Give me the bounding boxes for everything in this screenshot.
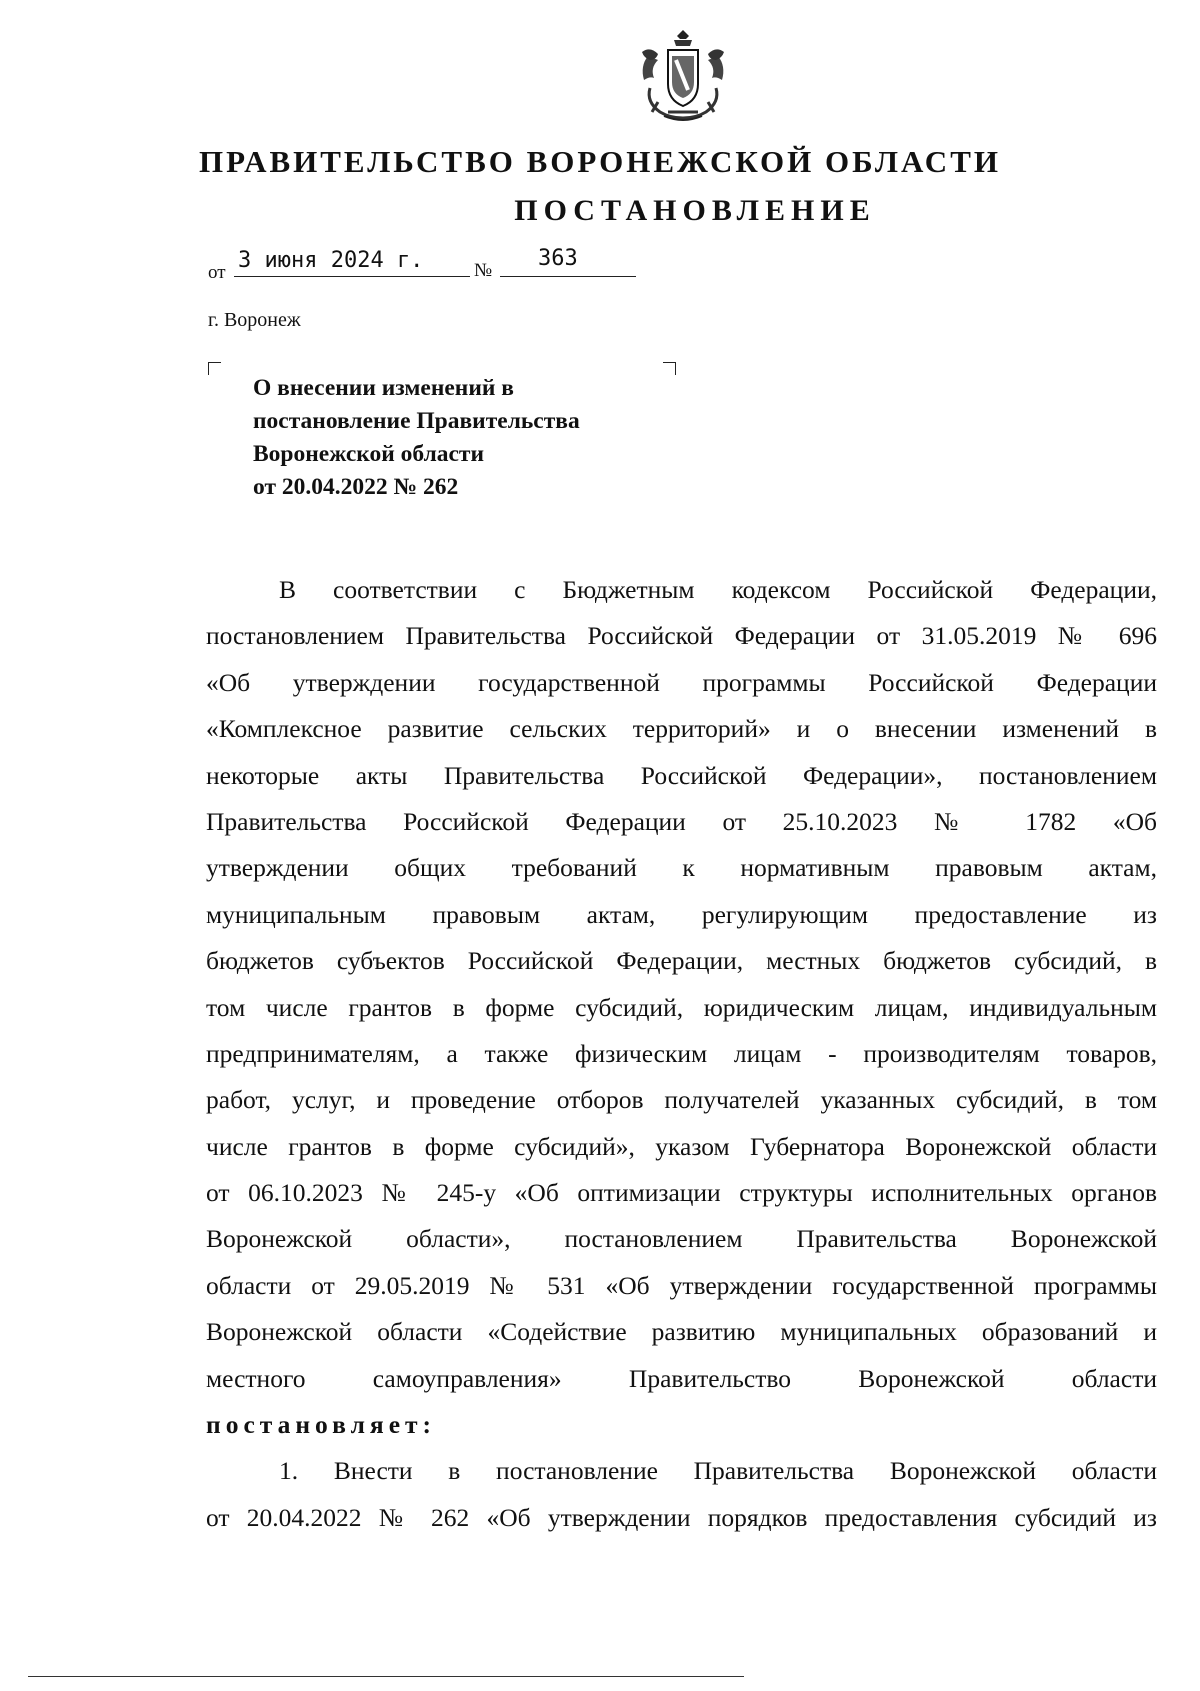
body-line: Воронежской области «Содействие развитию муниципальных образований и	[206, 1317, 1157, 1347]
subject-line: постановление Правительства	[253, 408, 580, 434]
subject-line: О внесении изменений в	[253, 375, 514, 401]
body-line: «Об утверждении государственной программы Российской Федерации	[206, 667, 1157, 697]
decree-word: постановляет:	[206, 1410, 437, 1440]
item-line: 1. Внести в постановление Правительства Воронежской области	[279, 1456, 1157, 1486]
body-line: числе грантов в форме субсидий», указом Губернатора Воронежской области	[206, 1131, 1157, 1161]
date-number-row	[208, 246, 678, 292]
date-label: от	[208, 262, 226, 283]
city-label: г. Воронеж	[208, 309, 301, 331]
body-line: «Комплексное развитие сельских территорий» и о внесении изменений в	[206, 714, 1157, 744]
date-underline	[234, 276, 470, 277]
subject-bracket-left	[208, 362, 221, 375]
body-line: предпринимателям, а также физическим лицам - производителям товаров,	[206, 1038, 1157, 1068]
body-line: местного самоуправления» Правительство Воронежской области	[206, 1363, 1157, 1393]
subject-line: от 20.04.2022 № 262	[253, 474, 459, 500]
body-line: утверждении общих требований к нормативным правовым актам,	[206, 853, 1157, 883]
date-value: 3 июня 2024 г.	[238, 248, 424, 273]
item-line: от 20.04.2022 № 262 «Об утверждении порядков предоставления субсидий из	[206, 1502, 1157, 1532]
body-line: В соответствии с Бюджетным кодексом Российской Федерации,	[279, 575, 1157, 604]
document-subject	[253, 372, 673, 504]
document-type-title: ПОСТАНОВЛЕНИЕ	[514, 194, 876, 227]
body-line: Правительства Российской Федерации от 25.10.2023 № 1782 «Об	[206, 806, 1157, 836]
number-label: №	[474, 260, 493, 281]
body-line: муниципальным правовым актам, регулирующим предоставление из	[206, 899, 1157, 929]
body-line: бюджетов субъектов Российской Федерации, местных бюджетов субсидий, в	[206, 946, 1157, 976]
body-line: работ, услуг, и проведение отборов получателей указанных субсидий, в том	[206, 1085, 1157, 1115]
body-line: постановлением Правительства Российской Федерации от 31.05.2019 № 696	[206, 621, 1157, 651]
page-bottom-rule	[28, 1676, 744, 1677]
body-line: том числе грантов в форме субсидий, юридическим лицам, индивидуальным	[206, 992, 1157, 1022]
body-line: Воронежской области», постановлением Правительства Воронежской	[206, 1224, 1157, 1254]
number-underline	[500, 276, 636, 277]
government-title: ПРАВИТЕЛЬСТВО ВОРОНЕЖСКОЙ ОБЛАСТИ	[199, 144, 1001, 179]
body-line: некоторые акты Правительства Российской Федерации», постановлением	[206, 760, 1157, 790]
subject-line: Воронежской области	[253, 441, 485, 467]
document-body	[206, 567, 1157, 1541]
coat-of-arms-emblem	[628, 26, 738, 126]
number-value: 363	[538, 246, 578, 271]
body-line: от 06.10.2023 № 245-у «Об оптимизации структуры исполнительных органов	[206, 1178, 1157, 1208]
body-line: области от 29.05.2019 № 531 «Об утверждении государственной программы	[206, 1270, 1157, 1300]
